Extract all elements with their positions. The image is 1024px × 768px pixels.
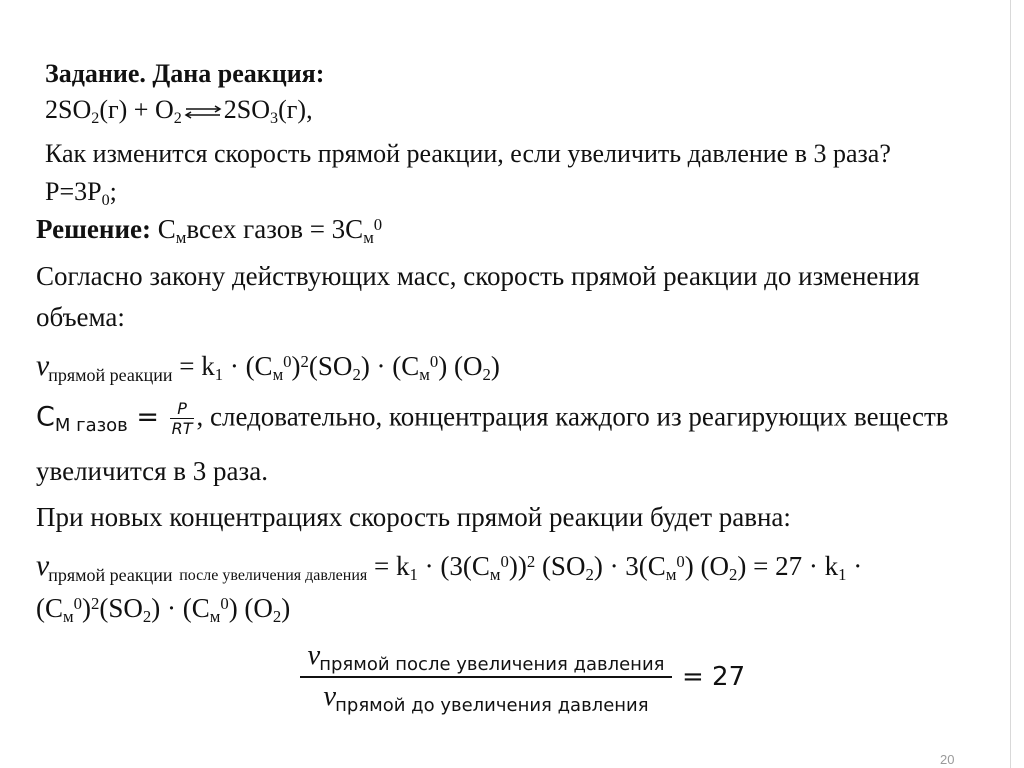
- p-over-rt-fraction: $\frac{P}{RT}$: [171, 399, 193, 439]
- task-question: Как изменится скорость прямой реакции, если увеличить давление в 3 раза?: [45, 139, 891, 168]
- law-text-line1: Согласно закону действующих масс, скорость прямой реакции до изменения: [36, 261, 920, 291]
- reaction-equation: $2SO_2(г) + O_2$ $2SO_3(г)$,: [45, 95, 313, 128]
- new-concentration-text: При новых концентрациях скорость прямой реакции будет равна:: [36, 502, 791, 532]
- law-text-line2: объема:: [36, 302, 125, 332]
- ratio-numerator: $v_{прямой после увеличения давления}$: [307, 640, 665, 675]
- solution-all-gases: Решение: $С_мвсех$ газов = $3С_м^0$: [36, 214, 383, 248]
- pressure-condition: $P=3P_0$;: [45, 177, 117, 210]
- ratio-result: = 27: [682, 661, 746, 692]
- rate-after-formula-line2: $(С_м^0)^2(SO_2) \cdot (С_м^0)$ $(O_2)$: [36, 593, 291, 627]
- task-title: Задание. Дана реакция:: [45, 59, 325, 88]
- concentration-formula: $С_{М газов}$ = $\frac{P}{RT}$ , следовательно, концентрация каждого из реагирующих веществ: [36, 399, 949, 439]
- page-number: 20: [940, 752, 955, 767]
- rate-before-formula: $v_{прямой реакции} = k_1 \cdot (С_м^0)^2(SO_2) \cdot (С_м^0)$ $(O_2)$: [36, 350, 500, 385]
- solution-label: Решение:: [36, 214, 151, 244]
- ratio-denominator: $v_{прямой до увеличения давления}$: [323, 680, 649, 716]
- rate-ratio-fraction: [300, 640, 745, 714]
- slide-edge-divider: [1010, 0, 1011, 768]
- fraction-bar: [300, 676, 672, 678]
- rate-after-formula-line1: $v_{прямой реакции}$ $_{после увеличения давления} = k_1 \cdot (3(С_м^0))^2$ $(SO_2) \cdot 3(С_м^0) (O_2) = 27 \cdot k_1$ ·: [36, 550, 863, 585]
- equilibrium-arrow-icon: [184, 105, 222, 119]
- increase-text: увеличится в 3 раза.: [36, 456, 268, 486]
